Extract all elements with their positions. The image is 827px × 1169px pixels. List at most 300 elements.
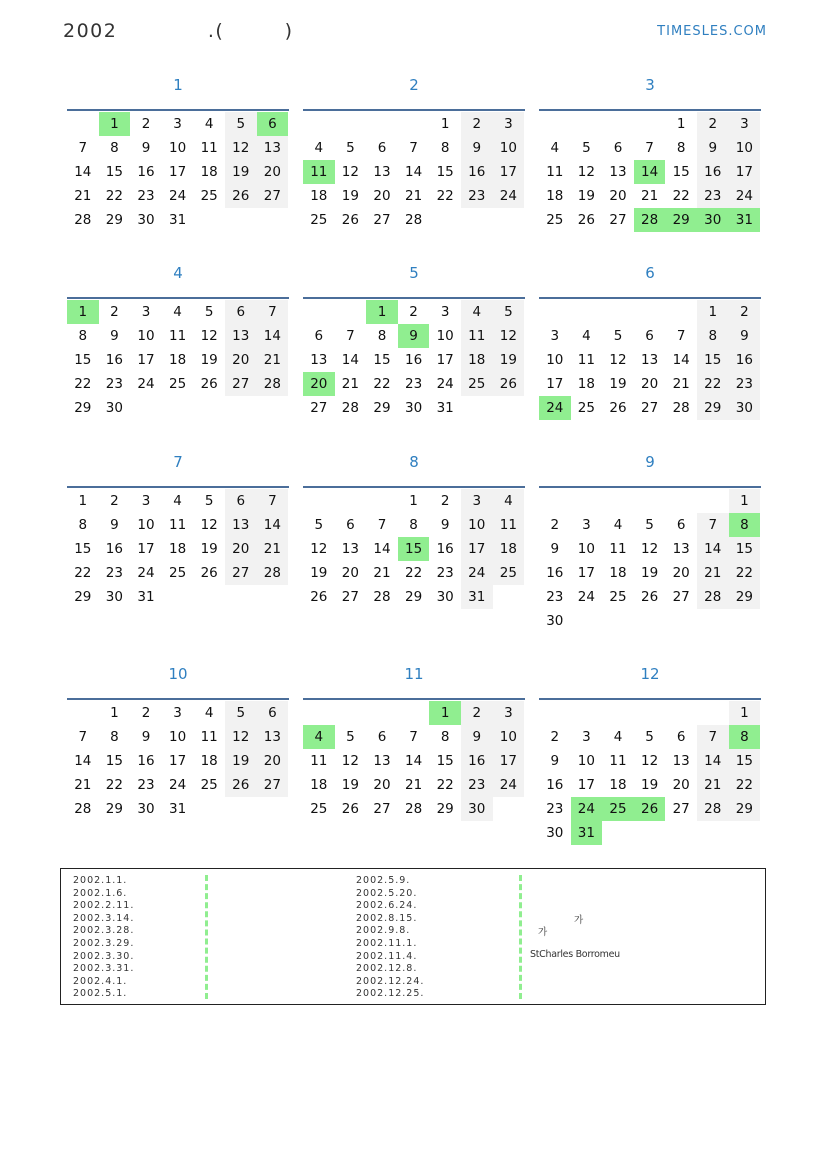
empty-cell (493, 208, 525, 232)
day-cell: 25 (609, 589, 627, 605)
day-cell: 19 (493, 348, 525, 372)
month-rule (303, 486, 525, 488)
day-cell: 4 (204, 116, 214, 132)
day-cell: 24 (461, 561, 493, 585)
day-cell: 31 (571, 821, 603, 845)
day-cell: 23 (105, 565, 123, 581)
day-cell: 25 (310, 212, 328, 228)
day-cell: 4 (493, 489, 525, 513)
empty-cell (571, 300, 603, 324)
day-cell: 27 (672, 801, 690, 817)
day-cell: 29 (729, 585, 761, 609)
day-cell: 10 (168, 729, 187, 745)
empty-cell (398, 701, 430, 725)
day-cell: 2 (729, 300, 761, 324)
month-8 (303, 453, 525, 613)
day-cell: 22 (672, 188, 690, 204)
month-9 (539, 453, 761, 637)
day-cell: 7 (409, 729, 418, 745)
day-cell: 2 (550, 729, 560, 745)
day-cell: 7 (645, 140, 654, 156)
month-2 (303, 76, 525, 236)
day-cell: 5 (346, 140, 355, 156)
day-cell: 13 (672, 753, 690, 769)
day-cell: 15 (436, 753, 454, 769)
day-cell: 19 (225, 749, 257, 773)
day-cell: 13 (310, 352, 328, 368)
day-cell: 1 (676, 116, 686, 132)
day-cell: 12 (310, 541, 328, 557)
empty-cell (697, 609, 729, 633)
day-cell: 6 (676, 517, 686, 533)
empty-cell (571, 609, 603, 633)
day-cell: 1 (697, 300, 729, 324)
empty-cell (67, 112, 99, 136)
day-cell: 16 (729, 348, 761, 372)
day-cell: 8 (729, 725, 761, 749)
day-cell: 21 (640, 188, 659, 204)
day-cell: 2 (110, 304, 119, 320)
month-title: 6 (645, 264, 655, 282)
day-cell: 25 (168, 376, 187, 392)
day-cell: 6 (645, 328, 654, 344)
day-grid (303, 112, 524, 232)
day-cell: 19 (640, 777, 659, 793)
month-title: 3 (645, 76, 655, 94)
day-cell: 7 (257, 489, 289, 513)
holiday-list-2 (356, 875, 424, 1001)
month-3 (539, 76, 761, 236)
day-cell: 7 (377, 517, 387, 533)
month-title: 10 (168, 665, 188, 683)
empty-cell (729, 609, 761, 633)
day-cell: 24 (168, 777, 187, 793)
day-cell: 15 (74, 352, 92, 368)
month-title: 2 (409, 76, 419, 94)
day-cell: 22 (74, 376, 92, 392)
separator (519, 875, 525, 999)
day-cell: 20 (672, 565, 690, 581)
day-cell: 10 (546, 352, 564, 368)
empty-cell (634, 489, 666, 513)
day-grid (539, 701, 760, 845)
day-cell: 25 (461, 372, 493, 396)
day-cell: 29 (74, 400, 92, 416)
month-5 (303, 264, 525, 424)
day-cell: 11 (168, 328, 187, 344)
day-cell: 3 (440, 304, 450, 320)
day-grid (539, 112, 760, 232)
day-grid (539, 300, 760, 420)
empty-cell (303, 112, 335, 136)
day-cell: 17 (577, 565, 595, 581)
day-cell: 29 (404, 589, 423, 605)
day-cell: 26 (609, 400, 627, 416)
day-cell: 19 (577, 188, 595, 204)
day-cell: 26 (225, 184, 257, 208)
day-cell: 11 (168, 517, 187, 533)
day-cell: 26 (310, 589, 328, 605)
day-cell: 12 (200, 517, 218, 533)
day-cell: 15 (373, 352, 391, 368)
day-grid (67, 701, 288, 821)
day-cell: 3 (582, 729, 591, 745)
day-cell: 30 (729, 396, 761, 420)
day-cell: 28 (697, 585, 729, 609)
day-cell: 9 (461, 725, 493, 749)
month-title: 12 (640, 665, 660, 683)
day-cell: 14 (74, 753, 92, 769)
empty-cell (634, 300, 666, 324)
day-cell: 12 (493, 324, 525, 348)
day-cell: 30 (697, 208, 729, 232)
day-cell: 22 (404, 565, 423, 581)
day-cell: 30 (105, 400, 123, 416)
day-cell: 30 (546, 613, 564, 629)
day-cell: 26 (200, 565, 218, 581)
holiday-notes (60, 868, 766, 1005)
day-cell: 4 (582, 328, 591, 344)
day-cell: 19 (310, 565, 328, 581)
month-title: 5 (409, 264, 419, 282)
day-cell: 30 (404, 400, 423, 416)
day-cell: 21 (404, 188, 423, 204)
day-cell: 19 (200, 352, 218, 368)
holiday-date: 2002.4.1. (73, 975, 128, 987)
day-cell: 21 (373, 565, 391, 581)
day-cell: 6 (225, 489, 257, 513)
day-cell: 12 (341, 164, 359, 180)
day-cell: 2 (440, 493, 450, 509)
empty-cell (539, 701, 571, 725)
holiday-date: 2002.5.1. (73, 988, 128, 1000)
day-cell: 14 (672, 352, 690, 368)
day-cell: 20 (303, 372, 335, 396)
day-cell: 10 (168, 140, 187, 156)
holiday-date: 2002.3.29. (73, 937, 135, 949)
day-cell: 5 (204, 493, 214, 509)
day-cell: 2 (461, 701, 493, 725)
holiday-list-1 (73, 875, 134, 1001)
day-cell: 21 (697, 561, 729, 585)
day-cell: 3 (141, 304, 151, 320)
day-cell: 1 (78, 493, 88, 509)
day-cell: 6 (613, 140, 623, 156)
day-cell: 8 (676, 140, 686, 156)
day-cell: 28 (634, 208, 666, 232)
day-cell: 20 (672, 777, 690, 793)
day-cell: 23 (105, 376, 123, 392)
day-cell: 12 (640, 541, 659, 557)
day-cell: 10 (577, 541, 595, 557)
day-cell: 4 (173, 304, 182, 320)
day-cell: 11 (200, 729, 218, 745)
day-cell: 3 (461, 489, 493, 513)
day-cell: 27 (672, 589, 690, 605)
day-cell: 27 (373, 212, 391, 228)
day-cell: 3 (141, 493, 151, 509)
empty-cell (366, 112, 398, 136)
day-cell: 14 (257, 513, 289, 537)
empty-cell (571, 112, 603, 136)
day-cell: 10 (137, 328, 155, 344)
day-cell: 10 (729, 136, 761, 160)
day-cell: 25 (546, 212, 564, 228)
holiday-date: 2002.5.20. (356, 887, 418, 899)
empty-cell (257, 797, 289, 821)
page-title: 2002 .( ) (63, 20, 294, 42)
empty-cell (493, 585, 525, 609)
holiday-date: 2002.12.25. (356, 988, 425, 1000)
empty-cell (193, 396, 225, 420)
empty-cell (602, 609, 634, 633)
holiday-date: 2002.3.30. (73, 950, 135, 962)
day-cell: 9 (550, 753, 560, 769)
empty-cell (697, 821, 729, 845)
day-cell: 9 (550, 541, 560, 557)
day-cell: 4 (550, 140, 560, 156)
day-cell: 29 (105, 212, 123, 228)
empty-cell (571, 701, 603, 725)
month-title: 11 (404, 665, 424, 683)
holiday-date: 2002.12.8. (356, 963, 418, 975)
day-grid (67, 112, 288, 232)
day-cell: 9 (729, 324, 761, 348)
day-cell: 17 (436, 352, 454, 368)
day-cell: 26 (577, 212, 595, 228)
day-cell: 6 (377, 729, 387, 745)
day-cell: 16 (436, 541, 454, 557)
day-cell: 28 (74, 212, 92, 228)
holiday-date: 2002.11.1. (356, 937, 418, 949)
day-cell: 27 (640, 400, 659, 416)
empty-cell (335, 300, 367, 324)
day-cell: 11 (577, 352, 595, 368)
day-cell: 21 (697, 773, 729, 797)
day-cell: 26 (640, 589, 659, 605)
day-cell: 25 (200, 777, 218, 793)
month-1 (67, 76, 289, 236)
empty-cell (162, 585, 194, 609)
holiday-date: 2002.8.15. (356, 912, 418, 924)
day-cell: 9 (141, 729, 151, 745)
day-cell: 22 (697, 372, 729, 396)
day-cell: 2 (409, 304, 418, 320)
holiday-date: 2002.1.1. (73, 875, 128, 886)
empty-cell (162, 396, 194, 420)
empty-cell (303, 300, 335, 324)
month-10 (67, 665, 289, 825)
day-cell: 4 (303, 725, 335, 749)
day-cell: 12 (640, 753, 659, 769)
empty-cell (602, 489, 634, 513)
day-cell: 1 (67, 300, 99, 324)
day-cell: 13 (257, 725, 289, 749)
day-cell: 11 (609, 753, 627, 769)
day-cell: 8 (440, 140, 450, 156)
empty-cell (335, 489, 367, 513)
day-cell: 9 (440, 517, 450, 533)
day-cell: 18 (493, 537, 525, 561)
day-cell: 16 (137, 753, 155, 769)
month-6 (539, 264, 761, 424)
day-cell: 21 (74, 777, 92, 793)
month-rule (539, 109, 761, 111)
day-cell: 18 (310, 777, 328, 793)
month-rule (539, 698, 761, 700)
holiday-date: 2002.12.24. (356, 975, 425, 987)
empty-cell (729, 821, 761, 845)
day-cell: 24 (729, 184, 761, 208)
day-grid (539, 489, 760, 633)
day-cell: 21 (672, 376, 690, 392)
day-cell: 10 (461, 513, 493, 537)
day-cell: 11 (546, 164, 564, 180)
day-cell: 22 (105, 188, 123, 204)
day-cell: 8 (110, 140, 119, 156)
empty-cell (634, 701, 666, 725)
day-grid (67, 300, 288, 420)
empty-cell (665, 300, 697, 324)
month-title: 1 (173, 76, 183, 94)
day-cell: 20 (341, 565, 359, 581)
day-cell: 9 (398, 324, 430, 348)
day-cell: 3 (173, 705, 182, 721)
empty-cell (571, 489, 603, 513)
day-cell: 7 (697, 725, 729, 749)
empty-cell (539, 489, 571, 513)
empty-cell (257, 208, 289, 232)
day-cell: 2 (110, 493, 119, 509)
day-cell: 23 (461, 773, 493, 797)
day-cell: 8 (729, 513, 761, 537)
day-cell: 28 (373, 589, 391, 605)
day-cell: 13 (225, 513, 257, 537)
day-cell: 6 (377, 140, 387, 156)
day-cell: 31 (168, 801, 187, 817)
empty-cell (429, 208, 461, 232)
day-cell: 30 (137, 801, 155, 817)
day-cell: 24 (577, 589, 595, 605)
day-cell: 20 (257, 160, 289, 184)
day-grid (303, 489, 524, 609)
day-cell: 28 (257, 561, 289, 585)
day-cell: 23 (729, 372, 761, 396)
day-cell: 7 (78, 140, 88, 156)
day-cell: 26 (225, 773, 257, 797)
day-cell: 20 (373, 188, 391, 204)
day-cell: 15 (672, 164, 690, 180)
day-cell: 6 (346, 517, 355, 533)
day-cell: 18 (577, 376, 595, 392)
day-cell: 9 (141, 140, 151, 156)
day-cell: 1 (429, 701, 461, 725)
day-cell: 14 (341, 352, 359, 368)
day-cell: 5 (314, 517, 324, 533)
day-cell: 3 (582, 517, 591, 533)
day-cell: 13 (373, 753, 391, 769)
day-cell: 25 (200, 188, 218, 204)
day-cell: 31 (729, 208, 761, 232)
day-cell: 25 (493, 561, 525, 585)
day-cell: 17 (461, 537, 493, 561)
day-cell: 25 (577, 400, 595, 416)
day-cell: 21 (257, 348, 289, 372)
day-cell: 26 (200, 376, 218, 392)
month-rule (539, 486, 761, 488)
day-cell: 13 (373, 164, 391, 180)
holiday-date: 2002.3.31. (73, 963, 135, 975)
day-cell: 17 (546, 376, 564, 392)
day-cell: 8 (697, 324, 729, 348)
month-rule (539, 297, 761, 299)
day-cell: 27 (225, 372, 257, 396)
day-cell: 16 (105, 352, 123, 368)
month-title: 4 (173, 264, 183, 282)
day-cell: 12 (200, 328, 218, 344)
day-cell: 30 (105, 589, 123, 605)
empty-cell (539, 112, 571, 136)
day-cell: 17 (729, 160, 761, 184)
day-cell: 19 (341, 188, 359, 204)
day-cell: 20 (225, 348, 257, 372)
day-cell: 24 (539, 396, 571, 420)
month-7 (67, 453, 289, 613)
empty-cell (665, 489, 697, 513)
day-cell: 5 (225, 701, 257, 725)
day-cell: 9 (697, 136, 729, 160)
day-cell: 11 (493, 513, 525, 537)
day-cell: 19 (609, 376, 627, 392)
day-cell: 6 (314, 328, 324, 344)
day-cell: 15 (729, 749, 761, 773)
day-cell: 2 (550, 517, 560, 533)
day-cell: 13 (672, 541, 690, 557)
day-cell: 27 (310, 400, 328, 416)
empty-cell (225, 797, 257, 821)
day-cell: 10 (493, 136, 525, 160)
day-cell: 22 (436, 777, 454, 793)
day-grid (67, 489, 288, 609)
day-cell: 17 (577, 777, 595, 793)
day-cell: 29 (74, 589, 92, 605)
day-cell: 7 (697, 513, 729, 537)
day-cell: 6 (225, 300, 257, 324)
day-cell: 17 (168, 753, 187, 769)
day-cell: 19 (225, 160, 257, 184)
day-cell: 23 (697, 184, 729, 208)
day-cell: 1 (729, 701, 761, 725)
month-title: 9 (645, 453, 655, 471)
day-cell: 31 (168, 212, 187, 228)
day-cell: 16 (105, 541, 123, 557)
day-cell: 11 (310, 753, 328, 769)
day-cell: 5 (493, 300, 525, 324)
day-cell: 14 (74, 164, 92, 180)
day-cell: 28 (672, 400, 690, 416)
day-cell: 1 (729, 489, 761, 513)
day-cell: 5 (613, 328, 623, 344)
day-cell: 14 (697, 537, 729, 561)
day-cell: 12 (341, 753, 359, 769)
day-cell: 2 (697, 112, 729, 136)
day-cell: 17 (137, 541, 155, 557)
day-cell: 13 (225, 324, 257, 348)
day-cell: 29 (373, 400, 391, 416)
day-cell: 22 (729, 773, 761, 797)
brand-link[interactable]: TIMESLES.COM (657, 24, 767, 39)
empty-cell (697, 489, 729, 513)
